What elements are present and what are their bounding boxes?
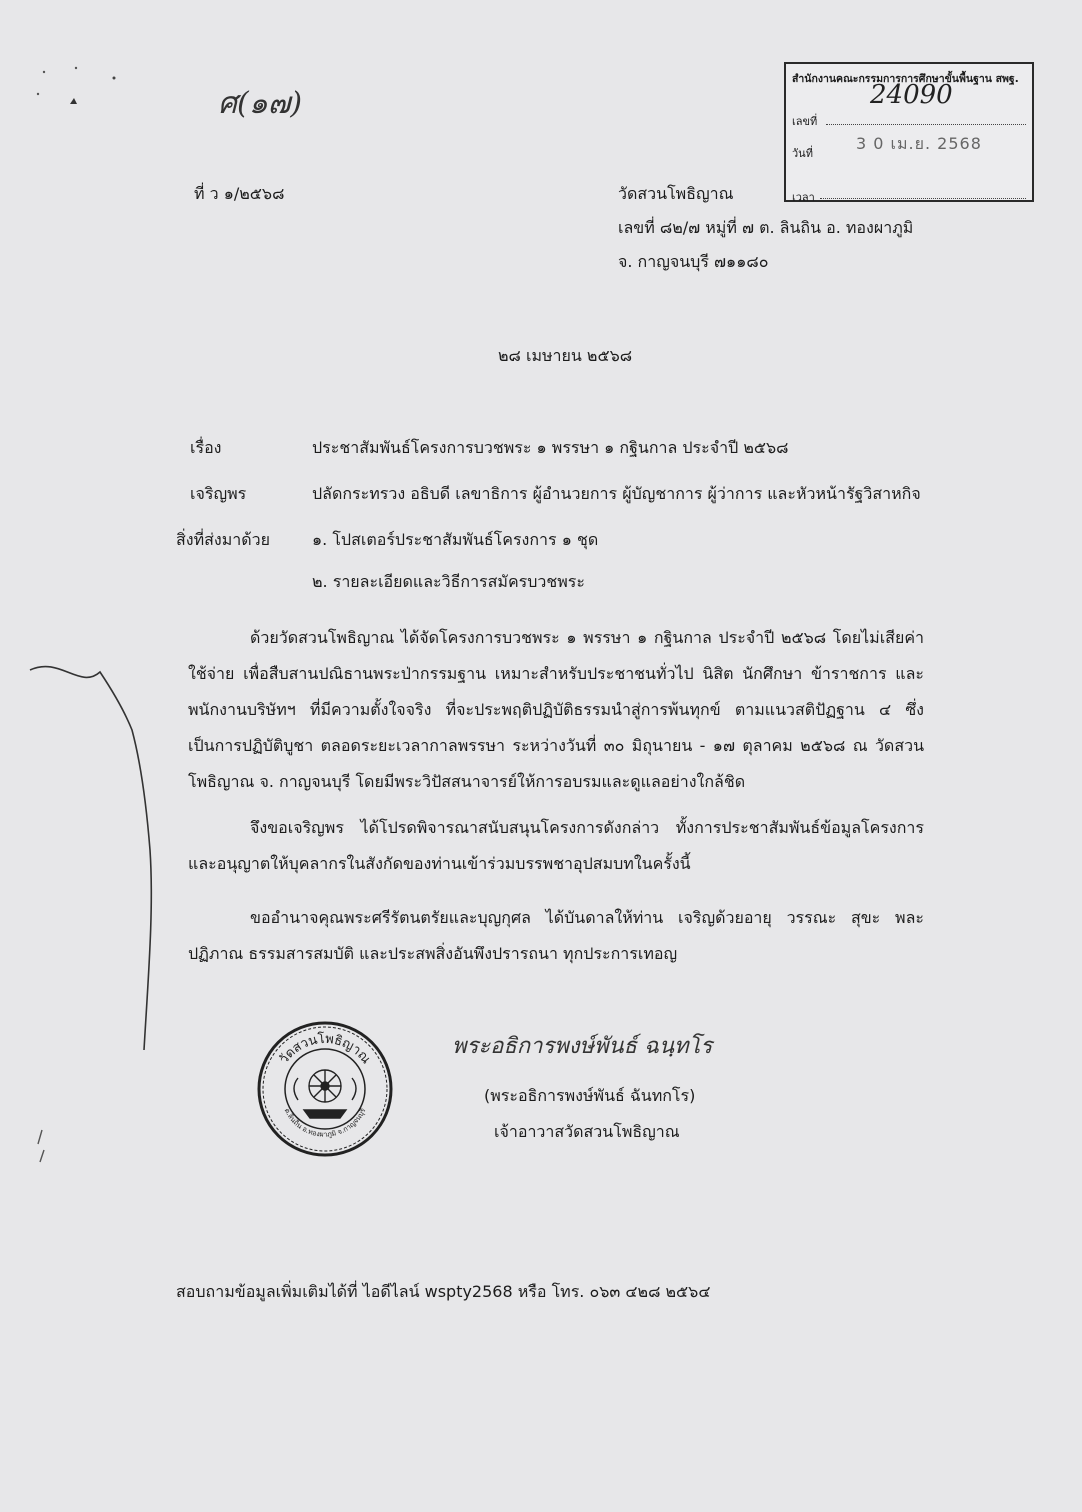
subject-text: ประชาสัมพันธ์โครงการบวชพระ ๑ พรรษา ๑ กฐินกาล ประจำปี ๒๕๖๘	[312, 438, 789, 457]
body-paragraph-3: ขออำนาจคุณพระศรีรัตนตรัยและบุญกุศล ได้บันดาลให้ท่าน เจริญด้วยอายุ วรรณะ สุขะ พละ ปฏิภาณ ธรรมสารสมบัติ และประสพสิ่งอันพึงปรารถนา ทุกประการเทอญ	[188, 908, 924, 963]
receipt-stamp	[784, 62, 1034, 202]
sender-province-line: จ. กาญจนบุรี ๗๑๑๘๐	[618, 252, 769, 271]
sender-address-line: เลขที่ ๘๒/๗ หมู่ที่ ๗ ต. ลินถิน อ. ทองผาภูมิ	[618, 218, 914, 237]
body-paragraph-2: จึงขอเจริญพร ได้โปรดพิจารณาสนับสนุนโครงการดังกล่าว ทั้งการประชาสัมพันธ์ข้อมูลโครงการ และอนุญาตให้บุคลากรในสังกัดของท่านเข้าร่วมบรรพชาอุปสมบทในครั้งนี้	[188, 818, 924, 873]
stamp-time-label: เวลา	[792, 191, 815, 204]
enclosure-item: ๒. รายละเอียดและวิธีการสมัครบวชพระ	[312, 572, 585, 591]
seal-bottom-text: ต.ลินถิน อ.ทองผาภูมิ จ.กาญจนบุรี	[282, 1107, 368, 1139]
scan-marks	[30, 60, 140, 120]
handwritten-reference: ศ(๑๗)	[218, 86, 303, 121]
sender-name: วัดสวนโพธิญาณ	[618, 184, 734, 203]
reference-number: ที่ ว ๑/๒๕๖๘	[194, 184, 285, 203]
stamp-date-label: วันที่	[792, 147, 813, 160]
signer-title: เจ้าอาวาสวัดสวนโพธิญาณ	[494, 1122, 680, 1141]
contact-footer: สอบถามข้อมูลเพิ่มเติมได้ที่ ไอดีไลน์ wspty2568 หรือ โทร. ๐๖๓ ๔๒๘ ๒๕๖๔	[176, 1282, 711, 1301]
enclosure-item: ๑. โปสเตอร์ประชาสัมพันธ์โครงการ ๑ ชุด	[312, 530, 599, 549]
margin-scribble	[20, 650, 170, 1170]
temple-seal	[256, 1020, 394, 1158]
subject-label: เรื่อง	[190, 438, 222, 457]
stamp-number-value: 24090	[870, 80, 953, 110]
salutation-text: ปลัดกระทรวง อธิบดี เลขาธิการ ผู้อำนวยการ ผู้บัญชาการ ผู้ว่าการ และหัวหน้ารัฐวิสาหกิจ	[312, 484, 921, 503]
salutation-label: เจริญพร	[190, 484, 247, 503]
signer-name: (พระอธิการพงษ์พันธ์ ฉันทกโร)	[484, 1086, 696, 1105]
stamp-date-value: 3 0 เม.ย. 2568	[856, 134, 982, 153]
letter-date: ๒๘ เมษายน ๒๕๖๘	[498, 346, 633, 365]
dharma-wheel-icon	[294, 1070, 356, 1118]
seal-top-text: วัดสวนโพธิญาณ	[276, 1031, 374, 1067]
body-paragraph-1: ด้วยวัดสวนโพธิญาณ ได้จัดโครงการบวชพระ ๑ พรรษา ๑ กฐินกาล ประจำปี ๒๕๖๘ โดยไม่เสียค่าใช้จ่าย เพื่อสืบสานปณิธานพระป่ากรรมฐาน เหมาะสำหรับประชาชนทั่วไป นิสิต นักศึกษา ข้าราชการ และพนักงานบริษัทฯ ที่มีความตั้งใจจริง ที่จะประพฤติปฏิบัติธรรมนำสู่การพ้นทุกข์ ตามแนวสติปัฏฐาน ๔ ซึ่งเป็นการปฏิบัติบูชา ตลอดระยะเวลากาลพรรษา ระหว่างวันที่ ๓๐ มิถุนายน - ๑๗ ตุลาคม ๒๕๖๘ ณ วัดสวนโพธิญาณ จ. กาญจนบุรี โดยมีพระวิปัสสนาจารย์ให้การอบรมและดูแลอย่างใกล้ชิด	[188, 628, 924, 791]
stamp-number-label: เลขที่	[792, 115, 818, 128]
stamp-office: สำนักงานคณะกรรมการการศึกษาขั้นพื้นฐาน สพฐ.	[792, 73, 1019, 85]
handwritten-signature: พระอธิการพงษ์พันธ์ ฉนฺทโร	[452, 1034, 713, 1059]
enclosure-label: สิ่งที่ส่งมาด้วย	[176, 530, 270, 549]
